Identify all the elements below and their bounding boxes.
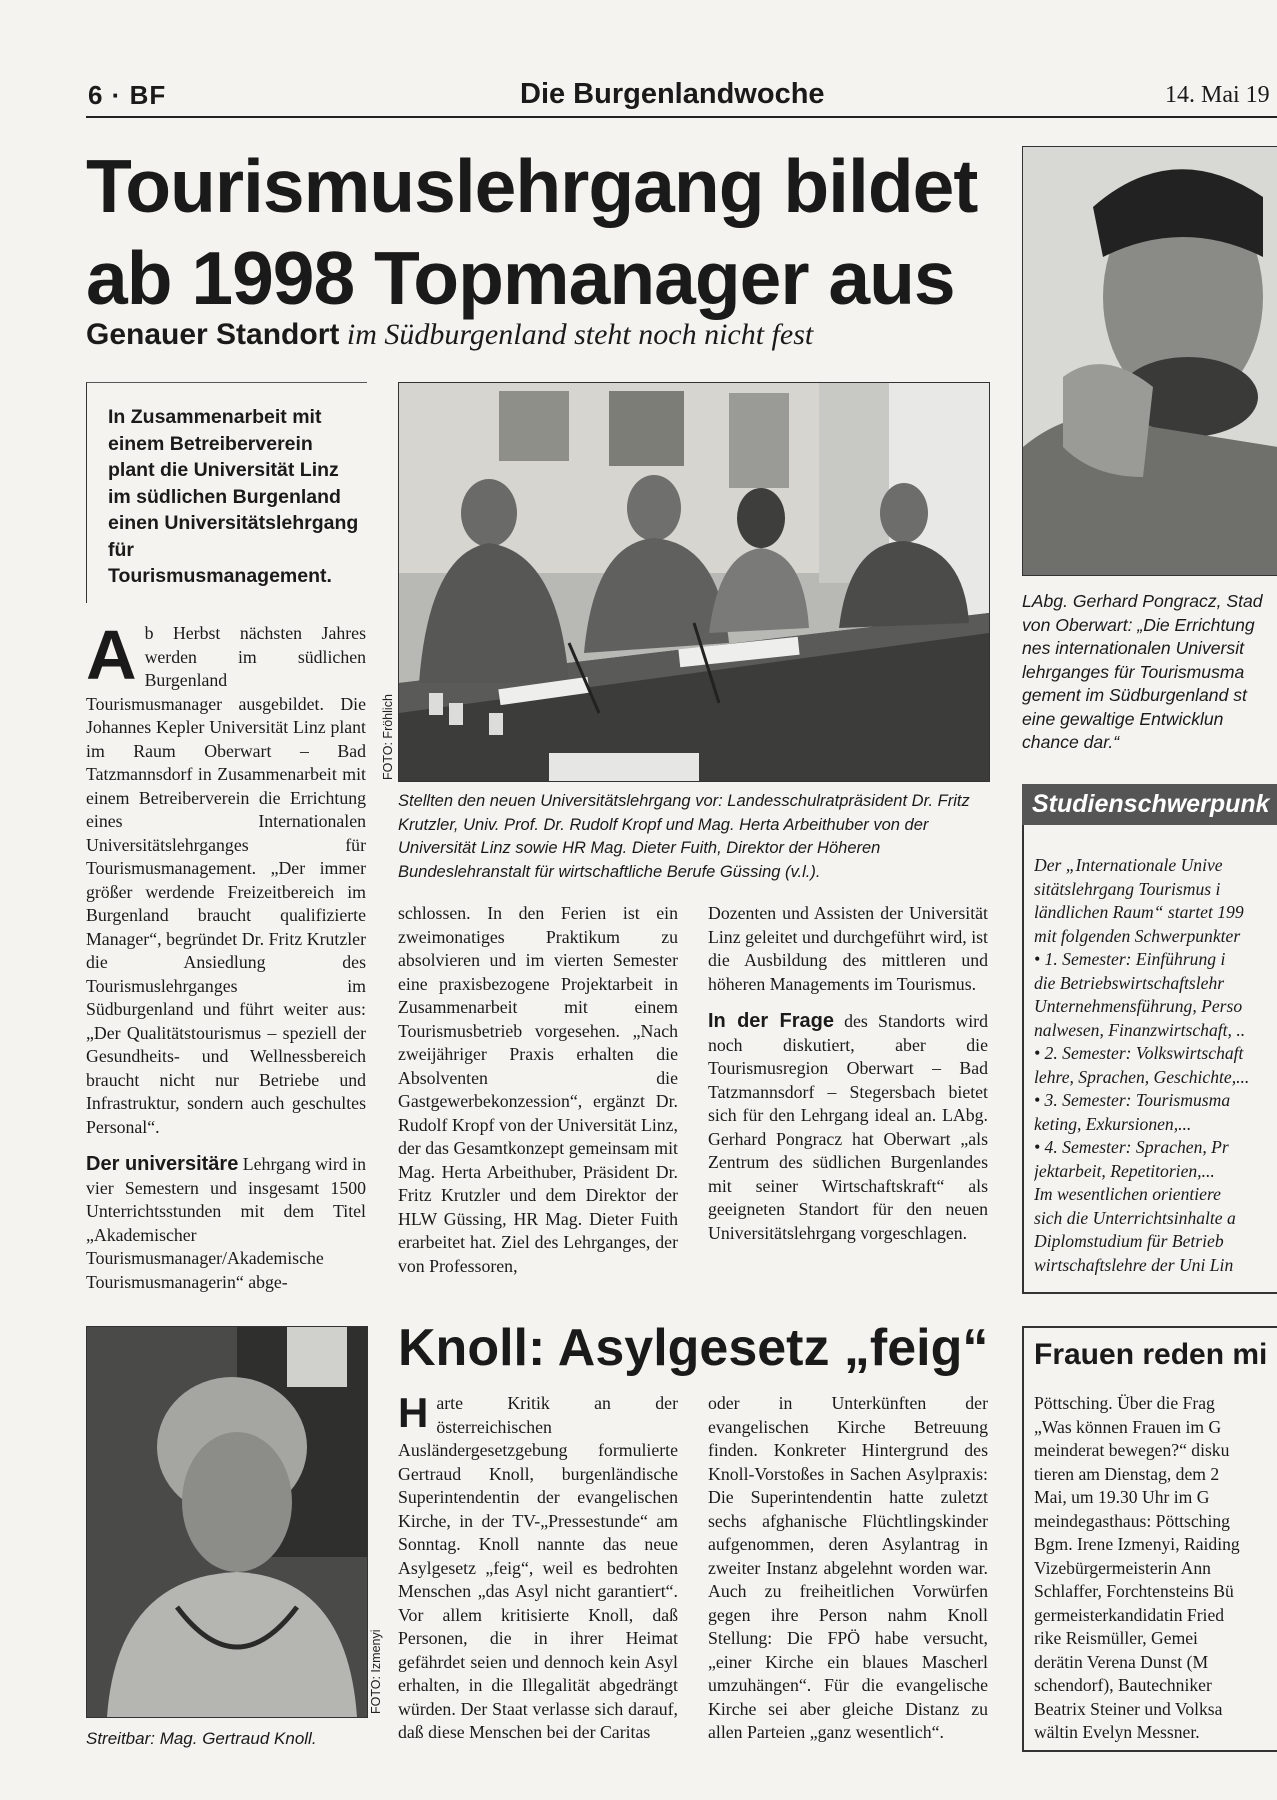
group-photo-caption: Stellten den neuen Universitätslehrgang vor: Landesschulratpräsident Dr. Fritz Krutzler, Univ. Prof. Dr. Rudolf Kropf und Mag. Herta Arbeithuber von der Universität Linz sowie HR Mag. Dieter Fuith, Direktor der Höheren Bundeslehranstalt für wirtschaftliche Berufe Güssing (v.l.). xyxy=(398,792,970,881)
study-focus-text: Der „Internationale Unive sitätslehrgang Tourismus i ländlichen Raum“ startet 199 mit folgenden Schwerpunkter • 1. Semester: Einführung i die Betriebswirtschaftslehr Unternehmensführung, Perso nalwesen, Finanzwirtschaft, .. • 2. Semester: Volkswirtschaft lehre, Sprachen, Geschichte,... • 3. Semester: Tourismusma keting, Exkursionen,... • 4. Semester: Sprachen, Pr jektarbeit, Repetitorien,... Im wesentlichen orientiere sich die Unterrichtsinhalte a Diplomstudium für Betrieb wirtschaftslehre der Uni Lin xyxy=(1034,855,1250,1275)
study-focus-title: Studienschwerpunk xyxy=(1022,784,1277,825)
portrait-caption: LAbg. Gerhard Pongracz, Stad von Oberwart: „Die Errichtung nes internationalen Universit lehrganges für Tourismusma gement im Südburgenland st eine gewaltige Entwicklun chance dar.“ xyxy=(1022,591,1263,752)
header-rule xyxy=(86,116,1277,118)
column-3-text-2: des Standorts wird noch diskutiert, aber die Tourismusregion Oberwart – Bad Tatzmannsdorf – Stegersbach bietet sich für den Lehrgang ideal an. LAbg. Gerhard Pongracz hat Oberwart „als Zentrum des südlichen Burgenlandes mit seiner Wirtschaftskraft“ als geeigneten Standort für den neuen Universitätslehrgang vorgeschlagen. xyxy=(708,1011,988,1243)
article-column-1 xyxy=(86,616,366,1294)
article-column-2: schlossen. In den Ferien ist ein zweimonatiges Praktikum zu absolvieren und im vierten Semester eine praxisbezogene Projektarbeit in Zusammenarbeit mit einem Tourismusbetrieb vorgesehen. „Nach zweijähriger Praxis erhalten die Absolventen die Gastgewerbekonzession“, ergänzt Dr. Rudolf Kropf von der Universität Linz, der das Gesamtkonzept gemeinsam mit Mag. Herta Arbeithuber, Präsident Dr. Fritz Krutzler und dem Direktor der HLW Güssing, HR Mag. Dieter Fuith erarbeitet hat. Ziel des Lehrganges, der von Professoren, xyxy=(398,903,678,1276)
knoll-column-2: oder in Unterkünften der evangelischen Kirche Betreuung finden. Konkreter Hintergrund des Knoll-Vorstoßes in Sachen Asylpraxis: Die Superintendentin hatte zuletzt sechs afghanische Flüchtlingskinder aufgenommen, deren Asylantrag in zweiter Instanz abgelehnt worden war. Auch zu freiheitlichen Vorwürfen gegen ihre Person nahm Knoll Stellung: Die FPÖ habe versucht, „einer Kirche ein blaues Mascherl umzuhängen“. Für die evangelische Kirche sei aber gleiche Distanz zu allen Parteien „ganz wesentlich“. xyxy=(708,1393,988,1742)
headline-line-2: ab 1998 Topmanager aus xyxy=(86,236,955,320)
subhead-italic: im Südburgenland steht noch nicht fest xyxy=(339,318,814,351)
headline-line-1: Tourismuslehrgang bildet xyxy=(86,144,978,228)
drop-cap: A xyxy=(86,616,137,694)
article-column-3 xyxy=(708,902,988,1245)
article-subhead xyxy=(86,318,1006,352)
frauen-text: Pöttsching. Über die Frag „Was können Frauen im G meinderat bewegen?“ disku tieren am Dienstag, dem 2 Mai, um 19.30 Uhr im G meindegasthaus: Pöttsching Bgm. Irene Izmenyi, Raiding Vizebürgermeisterin Ann Schlaffer, Forchtensteins Bü germeisterkandidatin Fried rike Reismüller, Gemei derätin Verena Dunst (M schendorf), Bautechniker Beatrix Steiner und Volksa wältin Evelyn Messner. xyxy=(1034,1393,1240,1742)
column-1-text-2: Lehrgang wird in vier Semestern und insgesamt 1500 Unterrichtsstunden mit dem Titel „Akademischer Tourismusmanager/Akademische Tourismusmanagerin“ abge- xyxy=(86,1154,366,1292)
knoll-headline: Knoll: Asylgesetz „feig“ xyxy=(398,1319,989,1377)
group-photo xyxy=(398,382,990,782)
knoll-column-1-text: arte Kritik an der österreichischen Ausländergesetzgebung formulierte Gertraud Knoll, burgenländische Superintendentin der evangelischen Kirche, in der TV-„Pressestunde“ am Sonntag. Knoll nannte das neue Asylgesetz „feig“, weil es bedrohten Menschen „das Asyl nicht garantiert“. Vor allem kritisierte Knoll, daß Personen, die in ihrer Heimat gefährdet seien und dennoch kein Asyl erhalten, in die Illegalität abgedrängt würden. Der Staat verlasse sich darauf, daß diese Menschen bei der Caritas xyxy=(398,1393,678,1742)
run-in-heading-2: In der Frage xyxy=(708,1010,834,1032)
issue-date: 14. Mai 19 xyxy=(1165,82,1270,108)
newspaper-name: Die Burgenlandwoche xyxy=(520,78,825,110)
knoll-photo-image xyxy=(87,1327,367,1717)
knoll-photo xyxy=(86,1326,368,1718)
page-number: 6 · BF xyxy=(88,80,167,110)
portrait-photo xyxy=(1022,146,1277,576)
article-headline xyxy=(86,140,1006,324)
knoll-photo-caption: Streitbar: Mag. Gertraud Knoll. xyxy=(86,1729,317,1748)
group-photo-image xyxy=(399,383,989,781)
knoll-column-1 xyxy=(398,1389,678,1745)
column-1-paragraph-2 xyxy=(86,1153,366,1294)
subhead-bold: Genauer Standort xyxy=(86,318,340,351)
column-3-paragraph-2 xyxy=(708,1010,988,1245)
column-3-text: Dozenten und Assisten der Universität Linz geleitet und durchgeführt wird, ist die Ausbildung des mittleren und höheren Managements im Tourismus. xyxy=(708,903,988,994)
group-photo-credit: FOTO: Fröhlich xyxy=(381,694,395,780)
knoll-photo-credit: FOTO: Izmenyi xyxy=(369,1629,383,1714)
drop-cap-h: H xyxy=(398,1389,429,1436)
portrait-photo-image xyxy=(1023,147,1277,575)
frauen-headline: Frauen reden mi xyxy=(1034,1338,1268,1371)
intro-text: In Zusammenarbeit mit einem Betreiberverein plant die Universität Linz im südlichen Burgenland einen Universitätslehrgang für Tourismusmanagement. xyxy=(108,406,359,587)
column-1-text: b Herbst nächsten Jahres werden im südlichen Burgenland Tourismusmanager ausgebildet. Die Johannes Kepler Universität Linz plant im Raum Oberwart – Bad Tatzmannsdorf in Zusammenarbeit mit einem Betreiberverein die Errichtung eines Internationalen Universitätslehrganges für Tourismusmanagement. „Der immer größer werdende Freizeitbereich im Burgenland braucht qualifizierte Manager“, begründet Dr. Fritz Krutzler die Ansiedlung des Tourismuslehrganges im Südburgenland und führt weiter aus: „Der Qualitätstourismus – speziell der Gesundheits- und Wellnessbereich braucht nicht nur Betriebe und Infrastruktur, sondern auch geschultes Personal“. xyxy=(86,623,366,1137)
run-in-heading: Der universitäre xyxy=(86,1153,239,1175)
